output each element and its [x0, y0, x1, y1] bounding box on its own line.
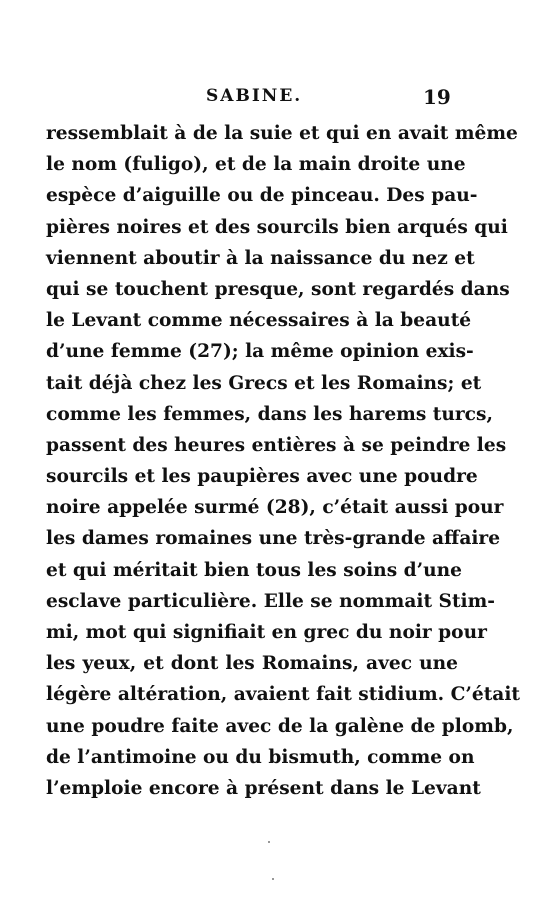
text-line: qui se touchent presque, sont regardés dans: [46, 278, 510, 300]
text-line: et qui méritait bien tous les soins d’une: [46, 559, 462, 581]
text-line: les dames romaines une très-grande affaire: [46, 528, 501, 550]
text-line: pières noires et des sourcils bien arqués qui: [46, 216, 508, 238]
text-line: ressemblait à de la suie et qui en avait même: [46, 123, 518, 144]
running-head: [0, 86, 539, 114]
text-line: mi, mot qui signifiait en grec du noir pour: [46, 622, 487, 643]
text-line: espèce d’aiguille ou de pinceau. Des pau-: [46, 185, 478, 207]
ink-speck: [268, 841, 270, 843]
text-line: esclave particulière. Elle se nommait Stim-: [46, 590, 495, 612]
text-line: le nom (fuligo), et de la main droite une: [46, 154, 466, 176]
text-line: les yeux, et dont les Romains, avec une: [46, 653, 458, 675]
ink-speck: [272, 878, 274, 880]
text-line: viennent aboutir à la naissance du nez et: [46, 247, 475, 269]
text-line: de l’antimoine ou du bismuth, comme on: [46, 746, 475, 768]
text-line: passent des heures entières à se peindre les: [46, 434, 507, 456]
running-title: SABINE.: [206, 86, 303, 106]
text-line: le Levant comme nécessaires à la beauté: [46, 310, 472, 332]
text-line: sourcils et les paupières avec une poudre: [46, 466, 478, 488]
text-line: tait déjà chez les Grecs et les Romains; et: [46, 372, 482, 394]
text-line: l’emploie encore à présent dans le Levant: [46, 777, 481, 799]
text-line: légère altération, avaient fait stidium. C’était: [46, 684, 520, 706]
page-number: 19: [423, 85, 451, 109]
text-line: d’une femme (27); la même opinion exis-: [46, 341, 474, 363]
text-line: noire appelée surmé (28), c’était aussi pour: [46, 497, 504, 519]
body-text: [46, 118, 520, 804]
text-line: une poudre faite avec de la galène de plomb,: [46, 715, 514, 737]
text-line: comme les femmes, dans les harems turcs,: [46, 403, 493, 425]
